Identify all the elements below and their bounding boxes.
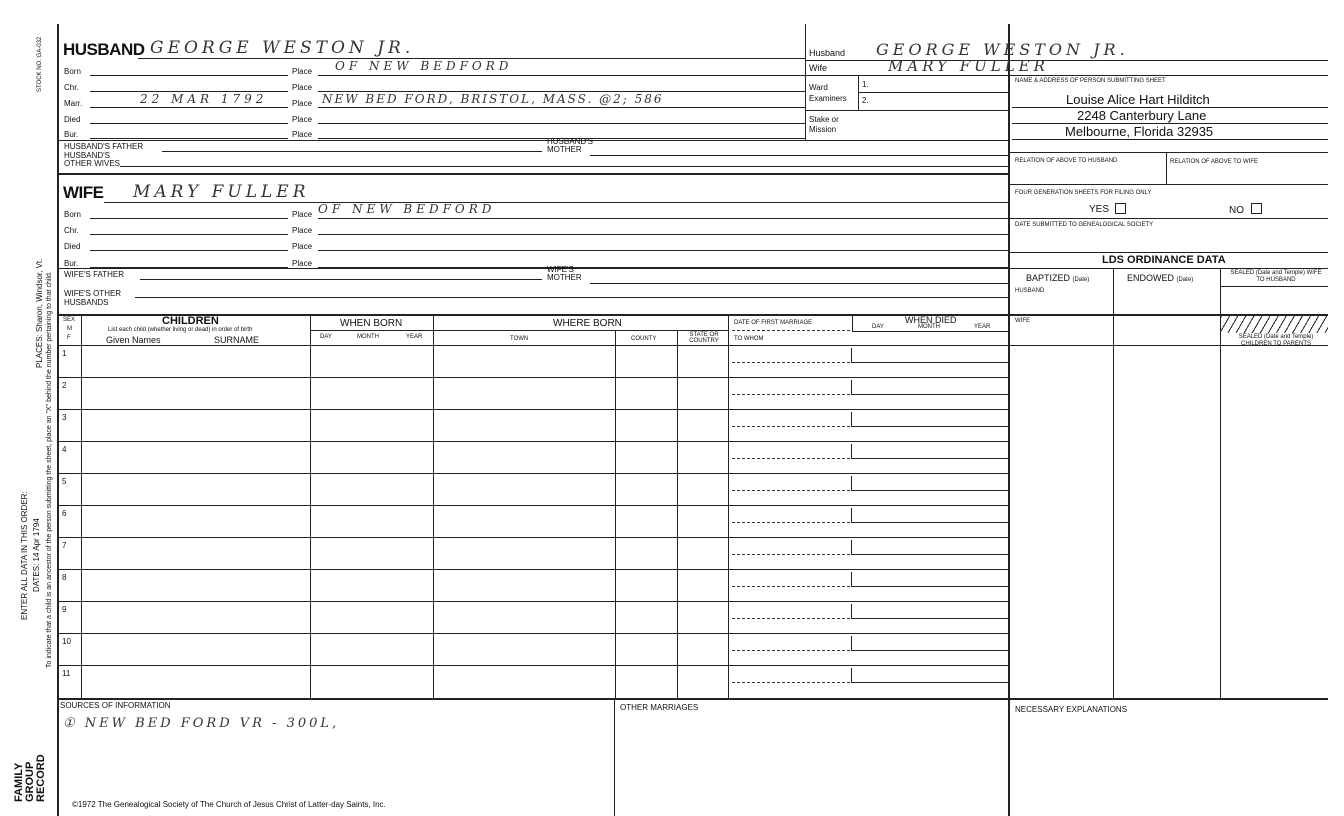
row-divider — [58, 409, 1008, 410]
given-names-label: Given Names — [106, 335, 161, 345]
enter-all-note: ENTER ALL DATA IN THIS ORDER: — [20, 491, 29, 620]
marriage-dash-line — [732, 458, 850, 459]
baptized-label: BAPTIZED (Date) — [1026, 273, 1090, 283]
sources-label: SOURCES OF INFORMATION — [60, 701, 171, 710]
row-divider — [58, 665, 1008, 666]
lds-title: LDS ORDINANCE DATA — [1102, 254, 1226, 266]
examiner-2: 2. — [862, 96, 869, 105]
husband-marr-place-label: Place — [292, 99, 313, 108]
children-note: List each child (whether living or dead) in order of birth — [108, 327, 253, 333]
relation-wife-label: RELATION OF ABOVE TO WIFE — [1170, 159, 1259, 165]
death-date-field[interactable] — [851, 540, 1008, 555]
child-row-number: 4 — [62, 445, 67, 454]
death-date-field[interactable] — [851, 348, 1008, 363]
stock-number: STOCK NO. GA-032 — [37, 36, 43, 92]
wife-born-place-label: Place — [292, 210, 313, 219]
husband-name[interactable]: GEORGE WESTON JR. — [150, 38, 415, 58]
died-year-label: YEAR — [974, 324, 991, 330]
husband-died-label: Died — [64, 115, 81, 124]
wife-born-label: Born — [64, 210, 81, 219]
children-header: CHILDREN — [162, 315, 219, 327]
four-gen-label: FOUR GENERATION SHEETS FOR FILING ONLY — [1015, 190, 1152, 196]
husband-died-place-label: Place — [292, 115, 313, 124]
marriage-dash-line — [732, 554, 850, 555]
wife-other-husbands-label: WIFE'S OTHER HUSBANDS — [64, 289, 122, 307]
row-divider — [58, 441, 1008, 442]
sealed-children-label: SEALED (Date and Temple) CHILDREN TO PARENTS — [1238, 334, 1314, 347]
husband-marr-label: Marr. — [64, 99, 83, 108]
places-note: PLACES: Sharon, Windsor, Vt. — [35, 258, 44, 368]
child-row-number: 7 — [62, 541, 67, 550]
death-date-field[interactable] — [851, 508, 1008, 523]
child-row-number: 10 — [62, 637, 71, 646]
to-whom-label: TO WHOM — [734, 336, 764, 342]
header-husband-label: Husband — [809, 48, 846, 58]
examiner-1: 1. — [862, 80, 869, 89]
wife-died-place-label: Place — [292, 242, 313, 251]
sources-value[interactable]: ① NEW BED FORD VR - 300L, — [63, 716, 340, 731]
first-marriage-label: DATE OF FIRST MARRIAGE — [734, 320, 813, 326]
wife-chr-label: Chr. — [64, 226, 79, 235]
submitter-city[interactable]: Melbourne, Florida 32935 — [1065, 124, 1214, 139]
marriage-dash-line — [732, 682, 850, 683]
child-row-number: 3 — [62, 413, 67, 422]
no-checkbox[interactable] — [1251, 203, 1262, 214]
copyright: ©1972 The Genealogical Society of The Church of Jesus Christ of Latter-day Saints, Inc. — [72, 800, 386, 809]
husband-marr-place[interactable]: NEW BED FORD, BRISTOL, MASS. @2; 586 — [322, 92, 664, 106]
row-divider — [58, 473, 1008, 474]
husband-born-place[interactable]: OF NEW BEDFORD — [335, 59, 513, 73]
wife-father-label: WIFE'S FATHER — [64, 270, 125, 279]
husband-chr-place-label: Place — [292, 83, 313, 92]
town-label: TOWN — [510, 336, 529, 342]
sex-m-label: M — [67, 326, 72, 332]
death-date-field[interactable] — [851, 476, 1008, 491]
ward-label: Ward — [809, 83, 828, 92]
death-date-field[interactable] — [851, 668, 1008, 683]
died-day-label: DAY — [872, 324, 884, 330]
child-row-number: 2 — [62, 381, 67, 390]
child-row-number: 1 — [62, 349, 67, 358]
row-divider — [58, 505, 1008, 506]
header-wife-value[interactable]: MARY FULLER — [888, 57, 1049, 75]
husband-bur-place-label: Place — [292, 130, 313, 139]
hatched-cell — [1221, 316, 1328, 333]
marriage-dash-line — [732, 362, 850, 363]
wife-bur-place-label: Place — [292, 259, 313, 268]
form-title: FAMILY GROUP RECORD — [13, 754, 47, 802]
marriage-dash-line — [732, 586, 850, 587]
yes-label: YES — [1089, 204, 1110, 215]
row-divider — [58, 633, 1008, 634]
wife-title: WIFE — [63, 183, 104, 202]
row-divider — [58, 537, 1008, 538]
ancestor-note: To indicate that a child is an ancestor of the person submitting the sheet, place an "X" behind the number pertaining to that child. — [46, 271, 53, 668]
where-born-header: WHERE BORN — [553, 318, 622, 329]
wife-mother-label: WIFE'S MOTHER — [547, 265, 582, 282]
husband-born-place-label: Place — [292, 67, 313, 76]
death-date-field[interactable] — [851, 380, 1008, 395]
marriage-dash-line — [732, 394, 850, 395]
child-row-number: 8 — [62, 573, 67, 582]
relation-husband-label: RELATION OF ABOVE TO HUSBAND — [1015, 158, 1118, 164]
other-marriages-label: OTHER MARRIAGES — [620, 703, 699, 712]
husband-title: HUSBAND — [63, 40, 145, 59]
row-divider — [58, 377, 1008, 378]
when-born-header: WHEN BORN — [340, 318, 403, 329]
wife-bur-label: Bur. — [64, 259, 79, 268]
county-label: COUNTY — [631, 336, 657, 342]
marriage-dash-line — [732, 426, 850, 427]
child-row-number: 11 — [62, 669, 71, 678]
submitter-name[interactable]: Louise Alice Hart Hilditch — [1066, 92, 1210, 107]
husband-born-label: Born — [64, 67, 81, 76]
death-date-field[interactable] — [851, 636, 1008, 651]
marriage-dash-line — [732, 522, 850, 523]
child-row-number: 5 — [62, 477, 67, 486]
explanations-label: NECESSARY EXPLANATIONS — [1015, 705, 1128, 714]
yes-checkbox[interactable] — [1115, 203, 1126, 214]
death-date-field[interactable] — [851, 412, 1008, 427]
surname-label: SURNAME — [214, 335, 260, 345]
child-row-number: 9 — [62, 605, 67, 614]
husband-other-wives-label: HUSBAND'S OTHER WIVES — [64, 151, 121, 168]
lds-wife-label: WIFE — [1015, 318, 1030, 324]
dates-note: DATES: 14 Apr 1794 — [32, 518, 41, 592]
sealed-wife-label: SEALED (Date and Temple) WIFE TO HUSBAND — [1230, 270, 1322, 283]
header-wife-label: Wife — [809, 63, 827, 73]
lds-husband-label: HUSBAND — [1015, 288, 1045, 294]
sex-label: SEX — [63, 317, 76, 323]
died-month-label: MONTH — [918, 324, 940, 330]
born-day-label: DAY — [320, 334, 332, 340]
header-husband-value[interactable]: GEORGE WESTON JR. — [876, 40, 1129, 59]
husband-father-label: HUSBAND'S FATHER — [64, 142, 144, 151]
husband-marr-date[interactable]: 22 MAR 1792 — [140, 92, 268, 106]
husband-chr-label: Chr. — [64, 83, 79, 92]
marriage-dash-line — [732, 490, 850, 491]
stake-label: Stake or Mission — [809, 115, 839, 134]
row-divider — [58, 569, 1008, 570]
state-label: STATE OR COUNTRY — [689, 332, 719, 344]
wife-born-place[interactable]: OF NEW BEDFORD — [318, 202, 496, 216]
marriage-dash-line — [732, 650, 850, 651]
death-date-field[interactable] — [851, 444, 1008, 459]
wife-name[interactable]: MARY FULLER — [133, 182, 310, 202]
marriage-dash-line — [732, 618, 850, 619]
submitter-street[interactable]: 2248 Canterbury Lane — [1077, 108, 1207, 123]
death-date-field[interactable] — [851, 604, 1008, 619]
date-submitted-label: DATE SUBMITTED TO GENEALOGICAL SOCIETY — [1015, 222, 1154, 228]
husband-mother-label: HUSBAND'S MOTHER — [547, 137, 593, 154]
death-date-field[interactable] — [851, 572, 1008, 587]
no-label: NO — [1229, 205, 1244, 216]
sex-f-label: F — [67, 335, 71, 341]
when-died-header: WHEN DIED — [905, 315, 957, 325]
examiners-label: Examiners — [809, 94, 847, 103]
born-year-label: YEAR — [406, 334, 423, 340]
wife-died-label: Died — [64, 242, 81, 251]
submitter-label: NAME & ADDRESS OF PERSON SUBMITTING SHEET — [1015, 78, 1166, 84]
husband-bur-label: Bur. — [64, 130, 79, 139]
endowed-label: ENDOWED (Date) — [1127, 273, 1194, 283]
child-row-number: 6 — [62, 509, 67, 518]
wife-chr-place-label: Place — [292, 226, 313, 235]
born-month-label: MONTH — [357, 334, 379, 340]
row-divider — [58, 601, 1008, 602]
